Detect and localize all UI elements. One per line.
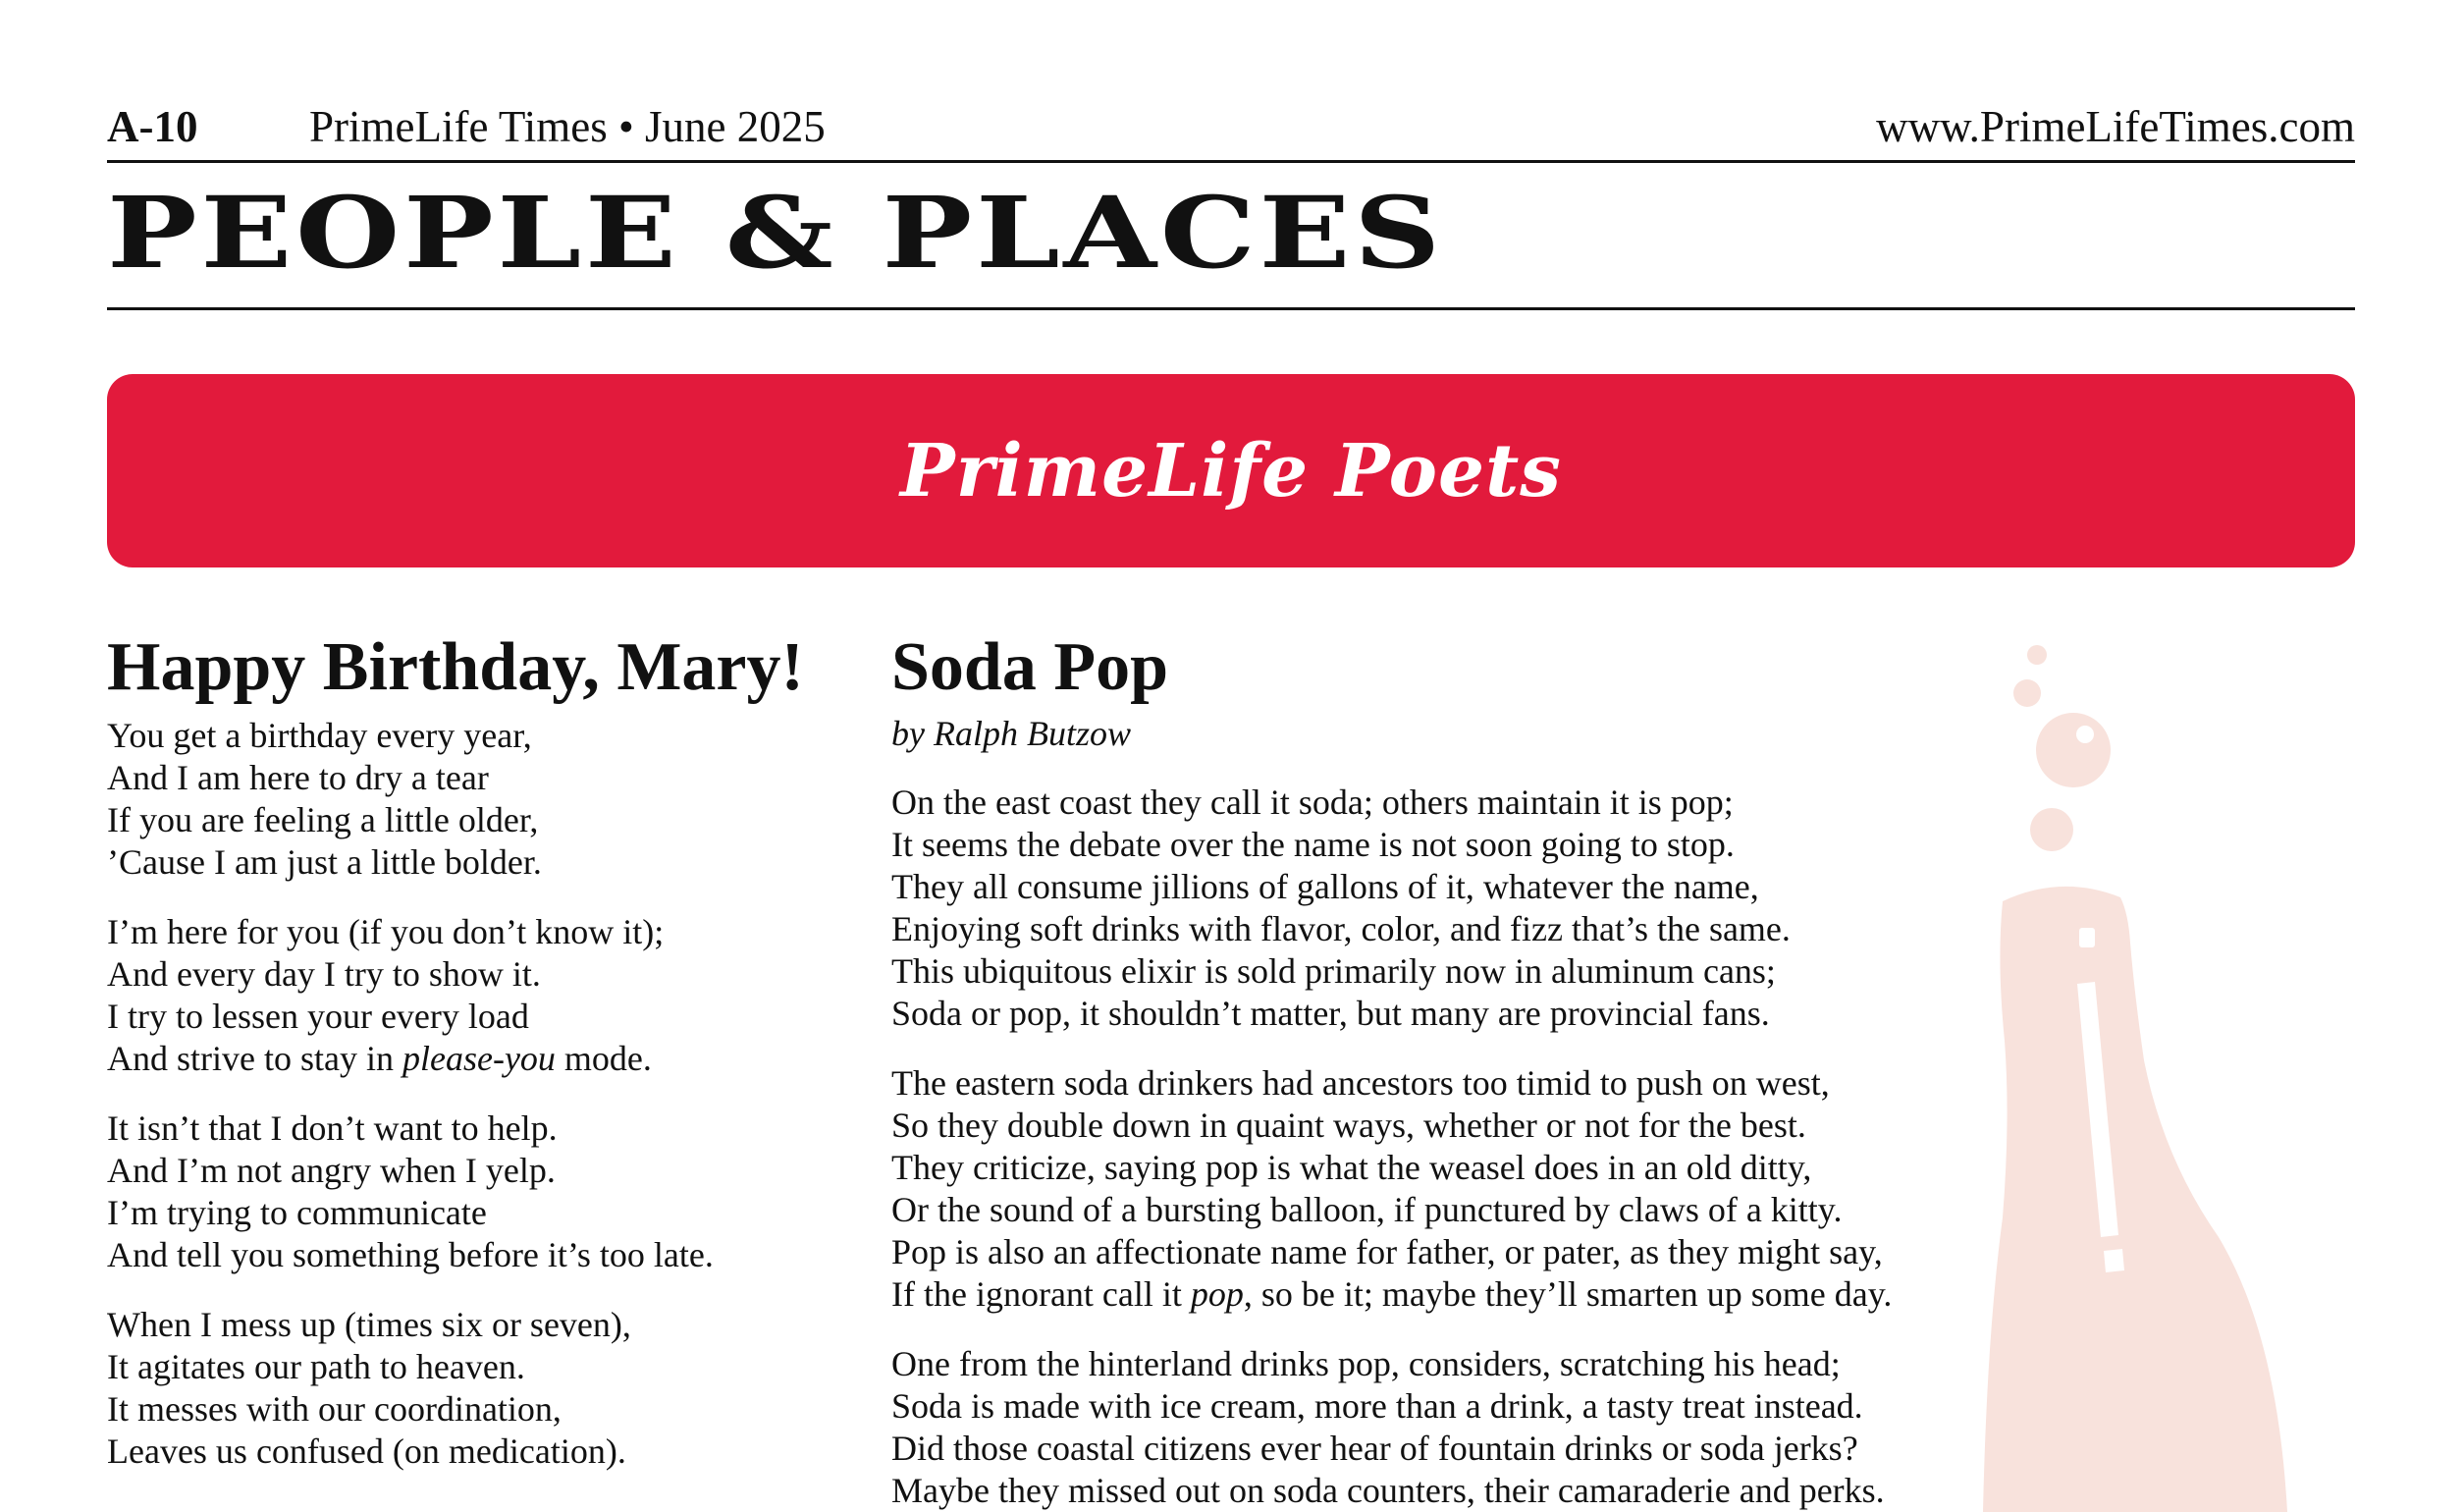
poem-line: The eastern soda drinkers had ancestors too timid to push on west, [891,1063,1830,1103]
poem-line: Or the sound of a bursting balloon, if punctured by claws of a kitty. [891,1190,1843,1229]
poem-line: Soda or pop, it shouldn’t matter, but many are provincial fans. [891,994,1770,1033]
poem-line: When I mess up (times six or seven), [107,1305,631,1344]
poem-line: One from the hinterland drinks pop, considers, scratching his head; [891,1344,1841,1383]
soda-bottle-icon [1983,628,2307,1512]
section-rule [107,307,2355,310]
poem-line: They criticize, saying pop is what the weasel does in an old ditty, [891,1148,1812,1187]
publication-line: PrimeLife Times • June 2025 [309,102,826,151]
poem-line: And tell you something before it’s too late. [107,1235,714,1274]
poem-line: On the east coast they call it soda; others maintain it is pop; [891,783,1734,822]
page-number: A-10 [107,102,198,151]
poem-line: And strive to stay in please-you mode. [107,1039,652,1078]
stanza [107,1107,853,1276]
section-title: PEOPLE & PLACES [107,175,1444,291]
poem-line: I’m here for you (if you don’t know it); [107,912,665,951]
poem-title: Happy Birthday, Mary! [107,629,804,705]
poem-line: I’m trying to communicate [107,1193,487,1232]
poem-happy-birthday [107,626,853,1473]
poem-line: They all consume jillions of gallons of it, whatever the name, [891,867,1759,906]
poem-line: Enjoying soft drinks with flavor, color, and fizz that’s the same. [891,909,1791,948]
website-url: www.PrimeLifeTimes.com [1876,102,2355,151]
poem-line: And every day I try to show it. [107,954,541,994]
stanza [107,715,853,884]
poem-line: Soda is made with ice cream, more than a drink, a tasty treat instead. [891,1386,1863,1426]
poem-line: Leaves us confused (on medication). [107,1431,626,1471]
poem-line: Did those coastal citizens ever hear of fountain drinks or soda jerks? [891,1429,1858,1468]
poem-line: If you are feeling a little older, [107,800,539,839]
poem-line: Maybe they missed out on soda counters, their camaraderie and perks. [891,1471,1885,1510]
stanza [891,1062,2001,1316]
poem-title: Soda Pop [891,629,1169,705]
poem-line: So they double down in quaint ways, whether or not for the best. [891,1106,1806,1145]
poem-byline: by Ralph Butzow [891,714,1131,753]
poem-line: It messes with our coordination, [107,1389,562,1429]
poem-soda-pop [891,626,2001,1512]
poem-line: This ubiquitous elixir is sold primarily now in aluminum cans; [891,951,1776,991]
header-rule [107,160,2355,163]
poem-line: I try to lessen your every load [107,997,529,1036]
page-header [107,98,2355,155]
poem-line: If the ignorant call it pop, so be it; maybe they’ll smarten up some day. [891,1274,1893,1314]
stanza [891,1343,2001,1512]
poem-line: It agitates our path to heaven. [107,1347,525,1386]
stanza [891,782,2001,1035]
poem-line: And I’m not angry when I yelp. [107,1151,556,1190]
poem-line: ’Cause I am just a little bolder. [107,842,542,882]
poem-line: And I am here to dry a tear [107,758,489,797]
poem-line: It isn’t that I don’t want to help. [107,1108,558,1148]
poem-line: Pop is also an affectionate name for father, or pater, as they might say, [891,1232,1883,1271]
stanza [107,1304,853,1473]
poem-line: You get a birthday every year, [107,716,532,755]
poets-banner [107,374,2355,567]
stanza [107,911,853,1080]
banner-title: PrimeLife Poets [900,428,1562,513]
poem-line: It seems the debate over the name is not soon going to stop. [891,825,1735,864]
